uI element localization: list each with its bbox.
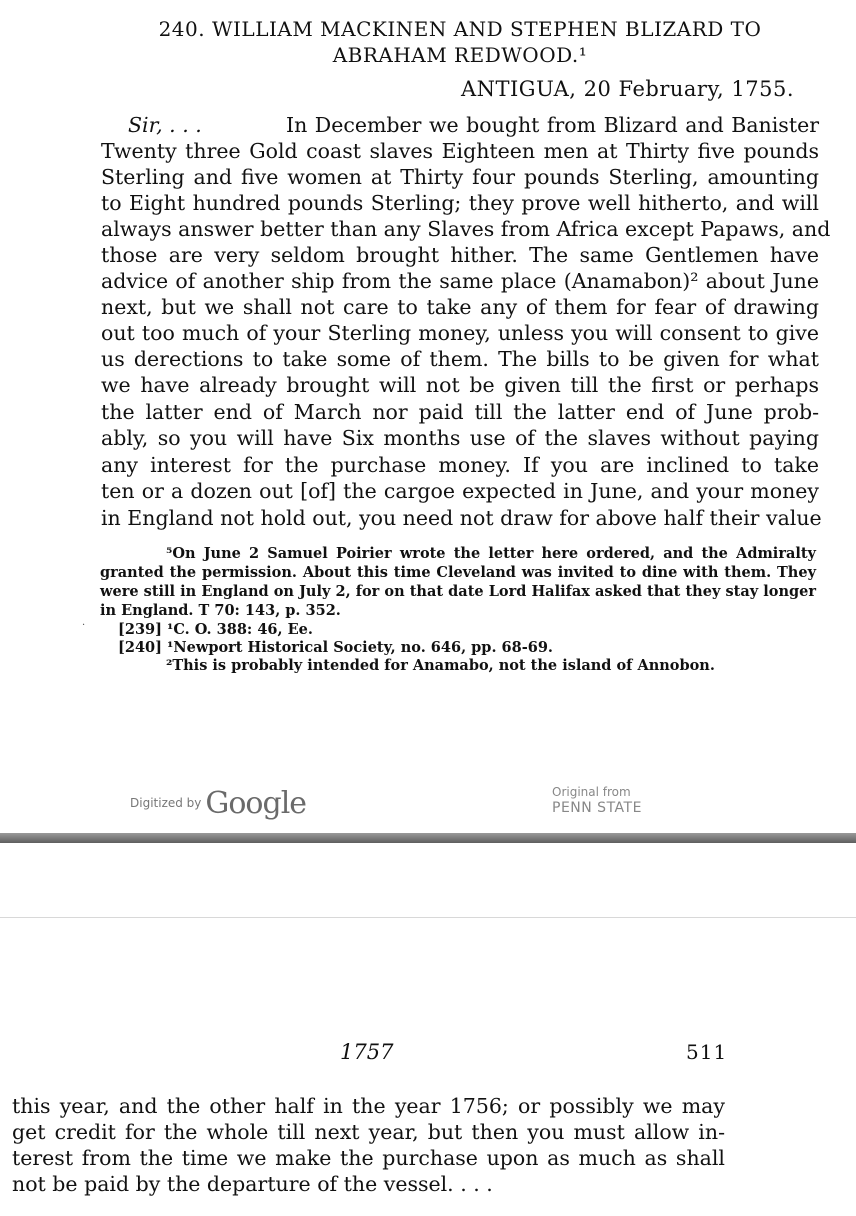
body-line: any interest for the purchase money. If you are inclined to take	[101, 453, 819, 477]
original-from-label: Original from	[552, 785, 631, 799]
next-page-line: not be paid by the departure of the vessel. . . .	[12, 1172, 493, 1196]
body-line: ten or a dozen out [of] the cargoe expected in June, and your money	[101, 479, 819, 503]
google-logo: Google	[205, 786, 307, 821]
footnote-240-1: [240] ¹Newport Historical Society, no. 646, pp. 68-69.	[118, 639, 553, 656]
body-line: those are very seldom brought hither. The same Gentlemen have	[101, 243, 819, 267]
body-line: advice of another ship from the same place (Anamabon)² about June	[101, 269, 819, 293]
digitized-by-google	[130, 786, 306, 821]
body-line: out too much of your Sterling money, unless you will consent to give	[101, 321, 819, 345]
digitized-by-label: Digitized by	[130, 796, 202, 810]
next-page-line: terest from the time we make the purchase upon as much as shall	[12, 1146, 725, 1170]
body-line: Twenty three Gold coast slaves Eighteen men at Thirty five pounds	[101, 139, 819, 163]
footnote-5-line: ⁵On June 2 Samuel Poirier wrote the letter here ordered, and the Admiralty	[166, 545, 816, 562]
body-line: us derections to take some of them. The bills to be given for what	[101, 347, 819, 371]
running-head-page-number: 511	[686, 1040, 728, 1064]
footnote-5-line: in England. T 70: 143, p. 352.	[100, 602, 341, 619]
page-edge-line	[0, 917, 856, 918]
place-date: ANTIGUA, 20 February, 1755.	[460, 77, 794, 101]
body-line: In December we bought from Blizard and Banister	[286, 113, 819, 137]
body-line: ably, so you will have Six months use of the slaves without paying	[101, 426, 819, 450]
body-line: we have already brought will not be given till the first or perhaps	[101, 373, 819, 397]
scan-speck: ·	[82, 620, 86, 631]
next-page-line: this year, and the other half in the year 1756; or possibly we may	[12, 1094, 725, 1118]
letter-heading-line-1: 240. WILLIAM MACKINEN AND STEPHEN BLIZARD TO	[158, 17, 762, 41]
body-line: Sterling and five women at Thirty four pounds Sterling, amounting	[101, 165, 819, 189]
salutation: Sir, . . .	[128, 113, 202, 137]
body-line: always answer better than any Slaves from Africa except Papaws, and	[101, 217, 831, 241]
footnote-240-2: ²This is probably intended for Anamabo, not the island of Annobon.	[166, 657, 715, 674]
next-page-line: get credit for the whole till next year, but then you must allow in-	[12, 1120, 725, 1144]
body-line: in England not hold out, you need not draw for above half their value	[101, 506, 822, 530]
running-head-year: 1757	[340, 1040, 394, 1064]
letter-heading-line-2: ABRAHAM REDWOOD.¹	[332, 43, 588, 67]
footnote-5-line: were still in England on July 2, for on that date Lord Halifax asked that they stay longer	[100, 583, 816, 600]
footnote-239: [239] ¹C. O. 388: 46, Ee.	[118, 621, 313, 638]
body-line: next, but we shall not care to take any of them for fear of drawing	[101, 295, 819, 319]
body-line: the latter end of March nor paid till the latter end of June prob-	[101, 400, 819, 424]
original-source-name: PENN STATE	[552, 800, 642, 816]
footnote-5-line: granted the permission. About this time Cleveland was invited to dine with them. They	[100, 564, 816, 581]
page-separator-shadow	[0, 833, 856, 843]
body-line: to Eight hundred pounds Sterling; they prove well hitherto, and will	[101, 191, 819, 215]
original-source	[552, 784, 642, 816]
